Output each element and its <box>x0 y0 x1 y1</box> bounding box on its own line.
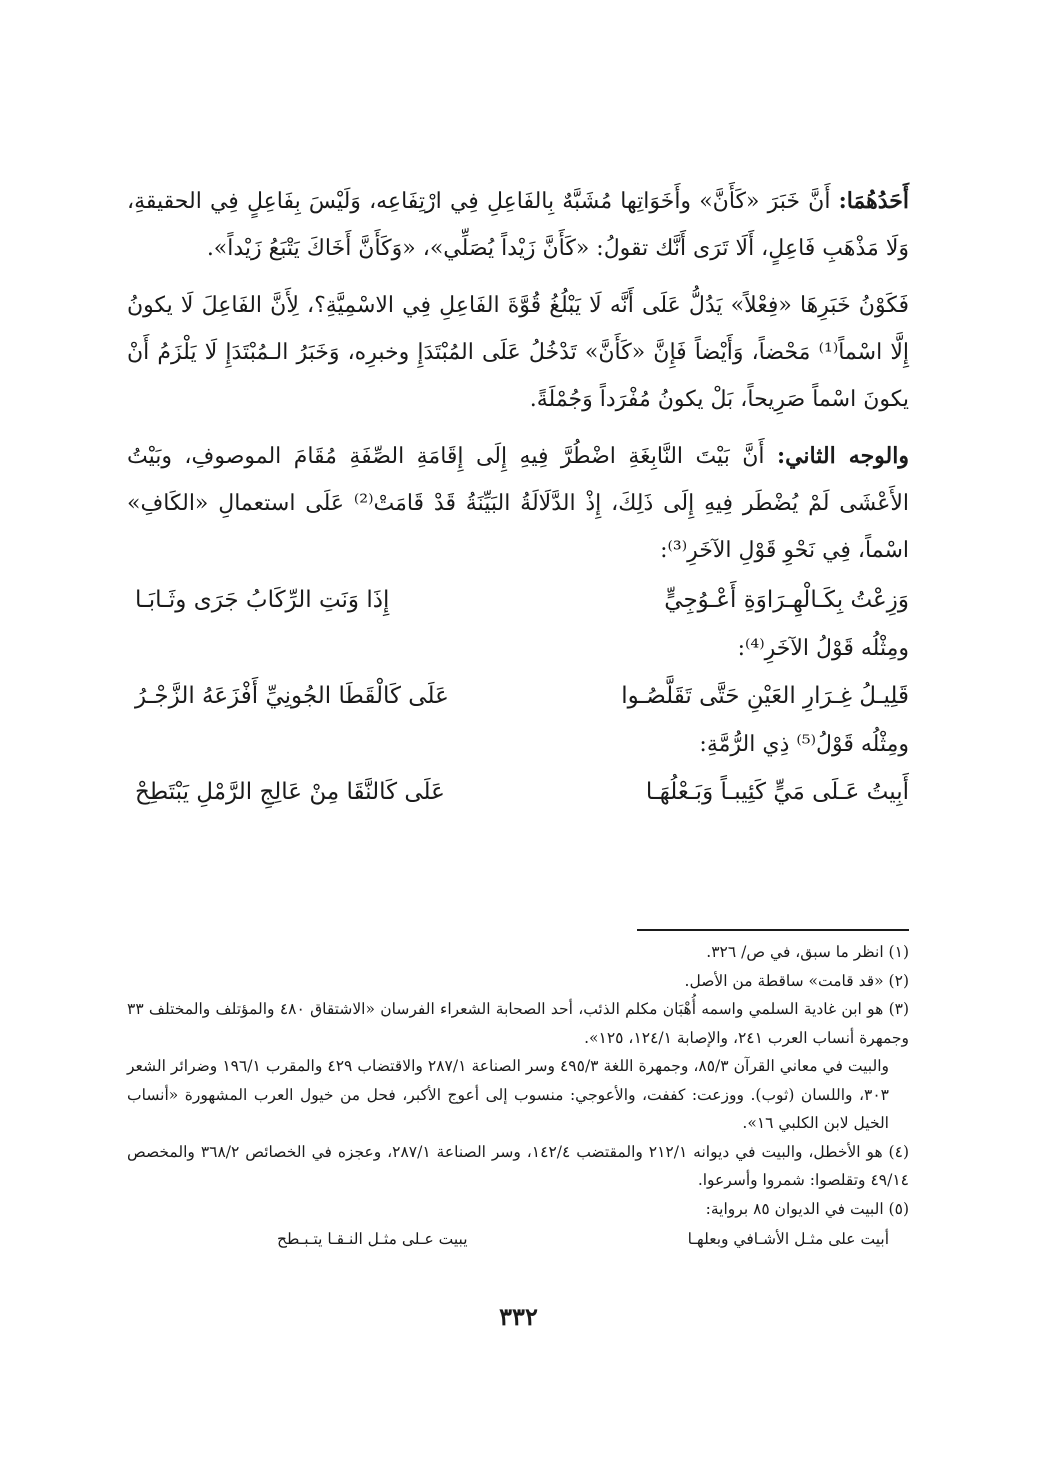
paragraph-text: أَنَّ بَيْتَ النَّابِغَةِ اضْطُرَّ فِيهِ إِلَى إِقَامَةِ الصِّفَةِ مُقَامَ الموصوفِ، وبَيْتُ الأَعْشَى لَمْ يُضْطَر فِيهِ إِلَى ذَلِكَ، إِذْ الدَّلَالَةُ البَيِّنَةُ قَدْ قَامَتْ⁽²⁾ عَلَى استعمالِ «الكَافِ» اسْماً، فِي نَحْوِ قَوْلِ الآخَرِ⁽³⁾: <box>127 444 909 563</box>
verse-line <box>127 674 909 718</box>
footnote-2: (٢) «قد قامت» ساقطة من الأصل. <box>684 971 909 990</box>
verse-first-hemistich: قَلِيـلُ غِـرَارِ العَيْنِ حَتَّى تَقَلَّصُـوا <box>621 683 909 709</box>
verse-first-hemistich: وَزِعْتُ بِكَـالْهِـرَاوَةِ أَعْـوُجِيٍّ <box>664 587 909 613</box>
verse-second-hemistich: إِذَا وَنَتِ الرِّكَابُ جَرَى وثَـابَـا <box>135 587 390 613</box>
footnote-verse-second-hemistich: يبيت عـلى مثـل النـقـا يتـبـطح <box>277 1230 468 1248</box>
footnote-4: (٤) هو الأخطل، والبيت في ديوانه ٢١٢/١ والمقتضب ١٤٢/٤، وسر الصناعة ٢٨٧/١، وعجزه في الخصائص ٣٦٨/٢ والمخصص ٤٩/١٤ وتقلصوا: شمروا وأسرعوا. <box>127 1142 909 1189</box>
main-text <box>127 178 909 820</box>
paragraph-text: أَنَّ خَبَرَ «كَأَنَّ» وأَخَوَاتِها مُشَبَّهٌ بِالفَاعِلِ فِي ارْتِفَاعِه، وَلَيْسَ بِفَاعِلٍ فِي الحقيقةِ، وَلَا مَذْهَبِ فَاعِلٍ، أَلَا تَرَى أَنَّك تقولُ: «كَأَنَّ زَيْداً يُصَلِّي»، «وَكَأَنَّ أَخَاكَ يَتْبَعُ زَيْداً». <box>127 189 909 261</box>
paragraph-second-aspect <box>127 433 909 574</box>
footnote-5: (٥) البيت في الديوان ٨٥ برواية: <box>705 1199 909 1218</box>
paragraph-first-aspect <box>127 178 909 272</box>
paragraph-lead: أَحَدُهُمَا: <box>838 188 909 214</box>
footnote-separator <box>637 929 909 931</box>
footnote-1: (١) انظر ما سبق، في ص/ ٣٢٦. <box>706 943 909 961</box>
footnotes <box>127 938 909 1254</box>
verse-line <box>127 578 909 622</box>
verse-intro: ومِثْلُه قَوْلُ⁽⁵⁾ ذِي الرُّمَّةِ: <box>699 732 909 757</box>
footnote-verse <box>127 1225 909 1254</box>
verse-second-hemistich: عَلَى كَالْقَطَا الجُونِيِّ أَفْزَعَهُ الزَّجْـرُ <box>135 683 449 709</box>
verse-intro: ومِثْلُه قَوْلُ الآخَرِ⁽⁴⁾: <box>737 636 909 661</box>
paragraph-text: فَكَوْنُ خَبَرِهَا «فِعْلاً» يَدُلُّ عَلَى أَنَّه لَا يَبْلُغُ قُوَّةَ الفَاعِلِ فِي الاسْمِيَّةِ؟، لِأَنَّ الفَاعِلَ لَا يكونُ إِلَّا اسْماً⁽¹⁾ مَحْضاً، وَأَيْضاً فَإِنَّ «كَأَنَّ» تَدْخُلُ عَلَى المُبْتَدَإِ وخبرِه، وَخَبَرُ الـمُبْتَدَإِ لَا يَلْزَمُ أَنْ يكونَ اسْماً صَرِيحاً، بَلْ يكونُ مُفْرَداً وَجُمْلَةً. <box>127 293 909 412</box>
paragraph-predicate <box>127 282 909 423</box>
footnote-3-continuation: والبيت في معاني القرآن ٨٥/٣، وجمهرة اللغة ٤٩٥/٣ وسر الصناعة ٢٨٧/١ والاقتضاب ٤٢٩ والمقرب ١٩٦/١ وضرائر الشعر ٣٠٣، واللسان (ثوب). ووزعت: كففت، والأعوجي: منسوب إلى أعوج الأكبر، فحل من خيول العرب المشهورة «أنساب الخيل لابن الكلبي ١٦». <box>127 1057 889 1132</box>
footnote-3: (٣) هو ابن غادية السلمي واسمه أُهْبَان مكلم الذئب، أحد الصحابة الشعراء الفرسان «الاشتقاق ٤٨٠ والمؤتلف والمختلف ٣٣ وجمهرة أنساب العرب ٢٤١، والإصابة ١٢٤/١، ١٢٥». <box>127 1000 910 1047</box>
verse-line <box>127 770 909 814</box>
paragraph-lead: والوجه الثاني: <box>776 443 909 469</box>
verse-second-hemistich: عَلَى كَالنَّقَا مِنْ عَالِجِ الرَّمْلِ يَبْتَطِحْ <box>135 779 445 805</box>
page-number: ٣٣٢ <box>499 1302 538 1331</box>
verse-first-hemistich: أَبِيتُ عَـلَى مَيٍّ كَئِيبـاً وَبَـعْلُهَـا <box>645 779 909 805</box>
footnote-verse-first-hemistich: أبيت على مثـل الأشـافي وبعلهـا <box>687 1230 889 1248</box>
